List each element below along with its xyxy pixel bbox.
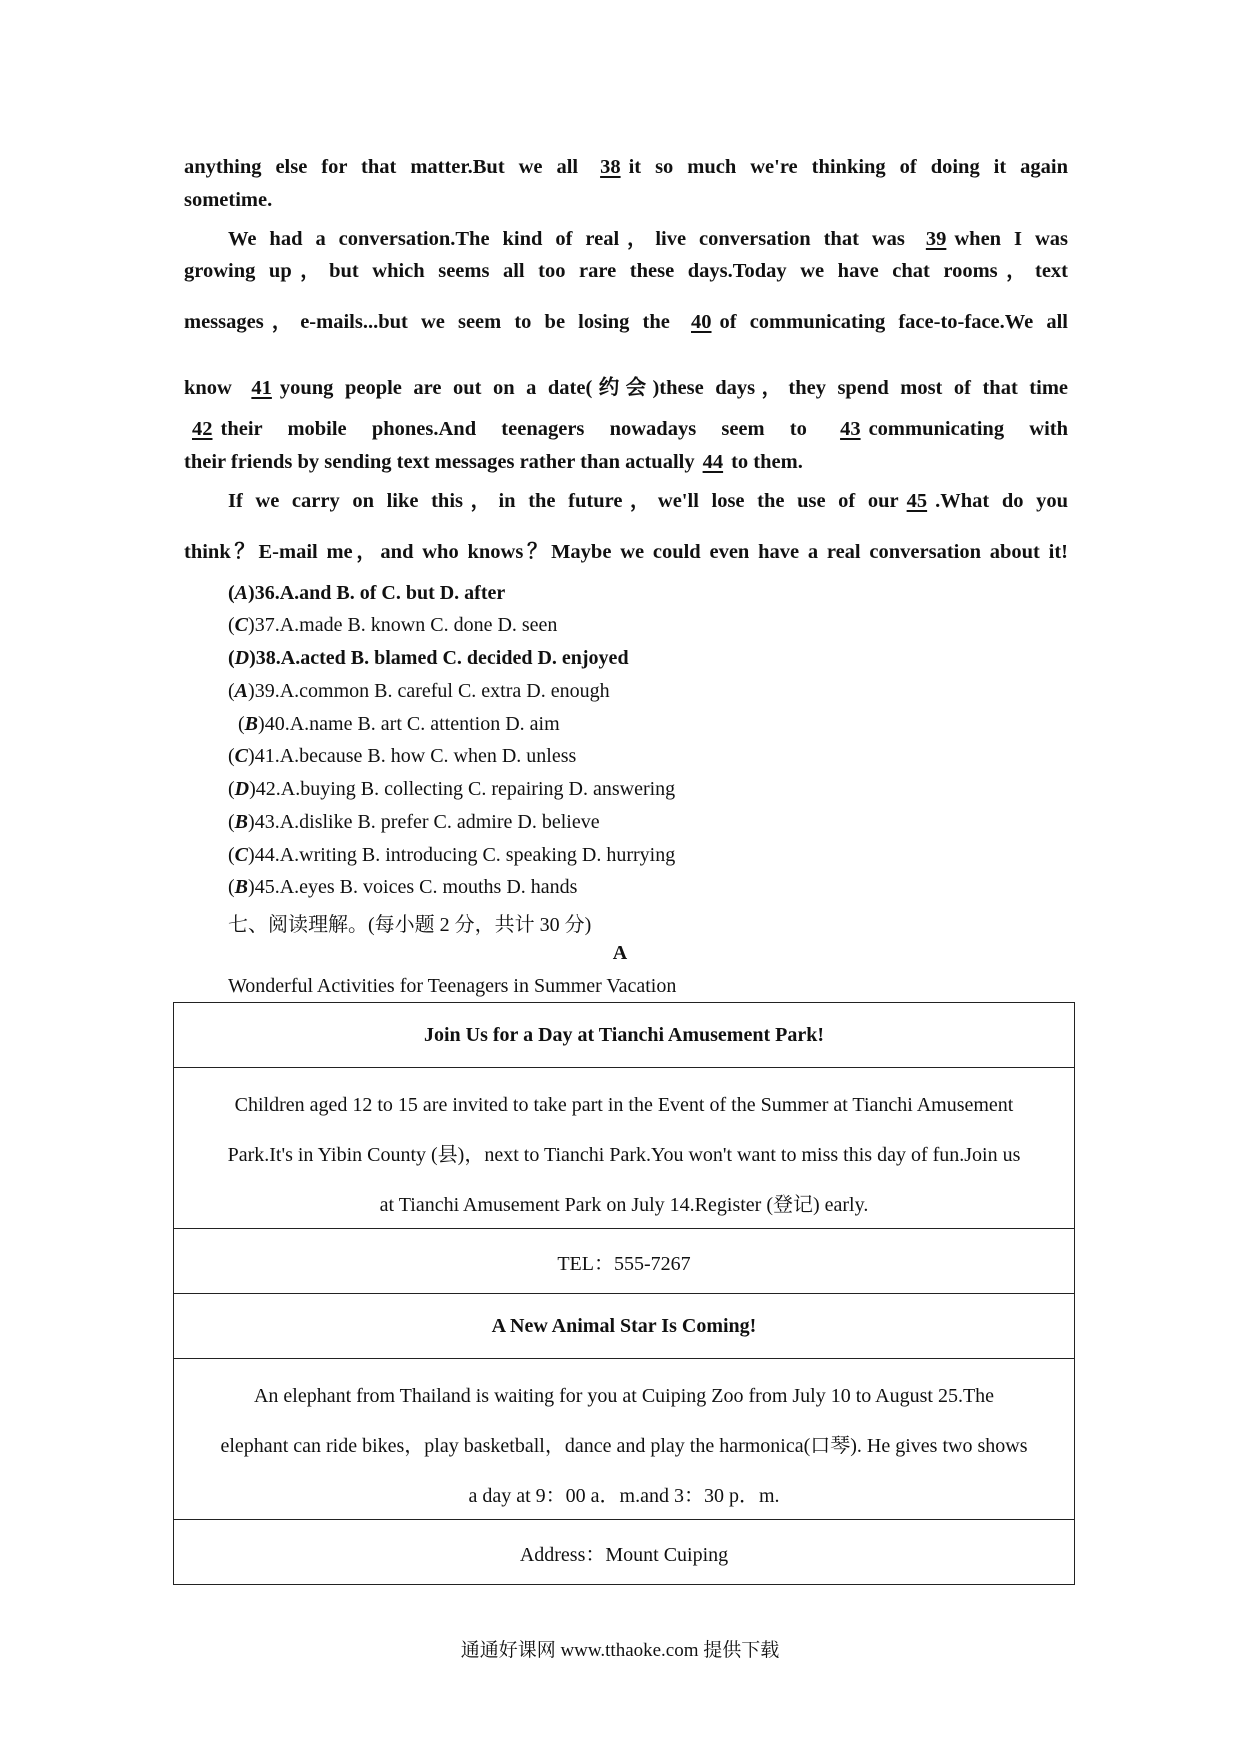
- passage-line-6: know 41 young people are out on a date(约会)these days，they spend most of that time: [184, 377, 1068, 399]
- answer-letter: B: [234, 876, 249, 898]
- option-36: (A)36.A.and B. of C. but D. after: [228, 582, 506, 604]
- answer-letter: C: [234, 745, 249, 767]
- answer-letter: C: [234, 844, 249, 866]
- answer-letter: A: [234, 582, 249, 604]
- blank-43: 43: [840, 418, 861, 440]
- ad1-title: Join Us for a Day at Tianchi Amusement Park!: [174, 1003, 1075, 1068]
- blank-39: 39: [925, 228, 947, 250]
- passage-subtitle: Wonderful Activities for Teenagers in Summer Vacation: [228, 975, 677, 997]
- option-42: (D)42.A.buying B. collecting C. repairing D. answering: [228, 778, 676, 800]
- blank-45: 45: [906, 490, 928, 512]
- answer-letter: B: [234, 811, 249, 833]
- ad1-tel: TEL：555-7267: [174, 1229, 1075, 1294]
- ad2-title: A New Animal Star Is Coming!: [174, 1294, 1075, 1359]
- option-45: (B)45.A.eyes B. voices C. mouths D. hands: [228, 876, 578, 898]
- blank-38: 38: [600, 156, 621, 178]
- option-44: (C)44.A.writing B. introducing C. speaking D. hurrying: [228, 844, 676, 866]
- passage-line-2: sometime.: [184, 189, 273, 211]
- option-43: (B)43.A.dislike B. prefer C. admire D. believe: [228, 811, 600, 833]
- page-footer: 通通好课网 www.tthaoke.com 提供下载: [460, 1640, 780, 1661]
- answer-letter: C: [234, 614, 249, 636]
- blank-42: 42: [192, 418, 213, 440]
- passage-line-7: 42 their mobile phones.And teenagers nowadays seem to 43 communicating with: [184, 418, 1068, 441]
- passage-line-3: We had a conversation.The kind of real，live conversation that was 39 when I was: [228, 228, 1068, 250]
- passage-line-9: If we carry on like this，in the future，we'll lose the use of our 45 .What do you: [228, 490, 1068, 512]
- passage-line-10: think？E-mail me，and who knows？Maybe we could even have a real conversation about it!: [184, 541, 1068, 563]
- answer-letter: D: [234, 778, 250, 800]
- ads-table: [173, 1002, 1075, 1585]
- blank-44: 44: [702, 451, 724, 473]
- ad2-body: An elephant from Thailand is waiting for you at Cuiping Zoo from July 10 to August 25.The elephant can ride bikes，play basketball，dance and play the harmonica(口琴). He gives two shows a day at 9：00 a．m.and 3：30 p．m.: [174, 1359, 1075, 1520]
- option-38: (D)38.A.acted B. blamed C. decided D. enjoyed: [228, 647, 629, 669]
- option-39: (A)39.A.common B. careful C. extra D. enough: [228, 680, 610, 702]
- blank-41: 41: [251, 377, 272, 399]
- passage-line-4: growing up，but which seems all too rare these days.Today we have chat rooms，text: [184, 260, 1068, 282]
- answer-letter: D: [234, 647, 250, 669]
- passage-line-5: messages，e-mails...but we seem to be losing the 40 of communicating face-to-face.We all: [184, 311, 1068, 333]
- passage-letter: A: [612, 942, 628, 964]
- section-heading: 七、阅读理解。(每小题 2 分，共计 30 分): [228, 914, 592, 936]
- option-41: (C)41.A.because B. how C. when D. unless: [228, 745, 577, 767]
- option-37: (C)37.A.made B. known C. done D. seen: [228, 614, 558, 636]
- passage-line-8: their friends by sending text messages rather than actually 44 to them.: [184, 451, 803, 473]
- passage-line-1: anything else for that matter.But we all 38 it so much we're thinking of doing it again: [184, 156, 1068, 178]
- option-40: (B)40.A.name B. art C. attention D. aim: [238, 713, 560, 735]
- ad2-address: Address：Mount Cuiping: [174, 1520, 1075, 1585]
- blank-40: 40: [691, 311, 712, 333]
- answer-letter: A: [234, 680, 249, 702]
- answer-letter: B: [244, 713, 259, 735]
- ad1-body: Children aged 12 to 15 are invited to take part in the Event of the Summer at Tianchi Amusement Park.It's in Yibin County (县)，next to Tianchi Park.You won't want to miss this day of fun.Join us at Tianchi Amusement Park on July 14.Register (登记) early.: [174, 1068, 1075, 1229]
